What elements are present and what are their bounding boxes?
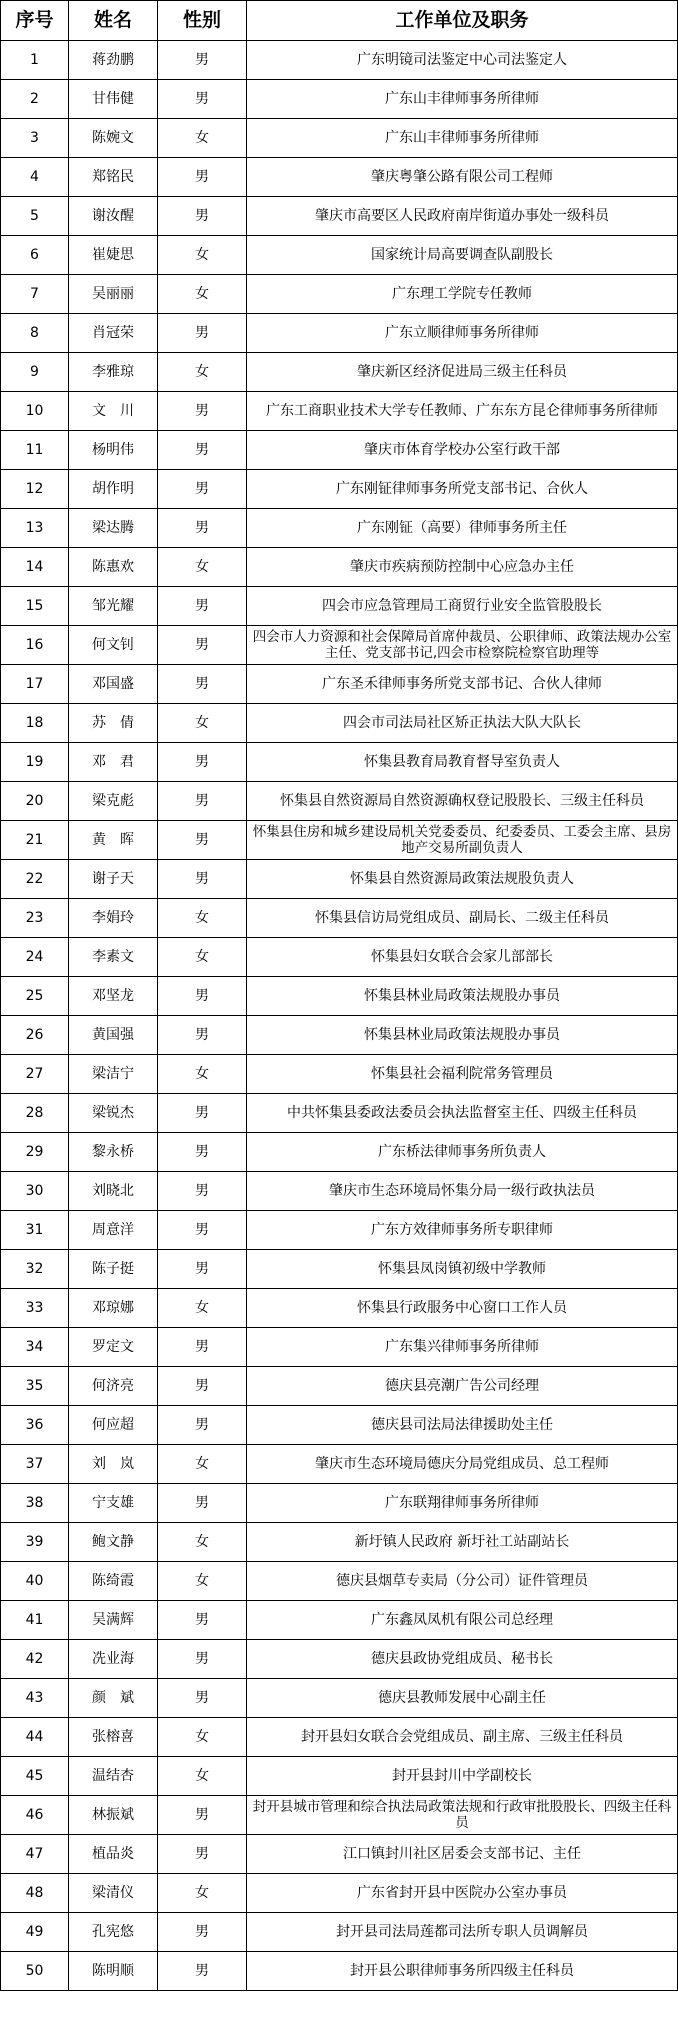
table-row [1, 80, 678, 119]
cell-gender: 男 [158, 197, 247, 236]
cell-index: 24 [1, 938, 69, 977]
cell-name: 刘晓北 [69, 1172, 158, 1211]
table-row [1, 1367, 678, 1406]
cell-name: 李雅琼 [69, 353, 158, 392]
cell-gender: 男 [158, 665, 247, 704]
header-org: 工作单位及职务 [247, 1, 678, 41]
cell-gender: 男 [158, 782, 247, 821]
cell-index: 29 [1, 1133, 69, 1172]
cell-org: 德庆县亮潮广告公司经理 [247, 1367, 678, 1406]
table-row [1, 275, 678, 314]
cell-org: 肇庆市生态环境局德庆分局党组成员、总工程师 [247, 1445, 678, 1484]
cell-name: 邓 君 [69, 743, 158, 782]
cell-index: 36 [1, 1406, 69, 1445]
cell-name: 吴丽丽 [69, 275, 158, 314]
table-row [1, 1679, 678, 1718]
header-index: 序号 [1, 1, 69, 41]
cell-gender: 男 [158, 1328, 247, 1367]
cell-org: 广东集兴律师事务所律师 [247, 1328, 678, 1367]
cell-gender: 男 [158, 626, 247, 665]
cell-org: 广东山丰律师事务所律师 [247, 119, 678, 158]
cell-index: 6 [1, 236, 69, 275]
cell-name: 孔宪悠 [69, 1913, 158, 1952]
cell-index: 16 [1, 626, 69, 665]
cell-gender: 男 [158, 1484, 247, 1523]
cell-gender: 女 [158, 548, 247, 587]
cell-org: 怀集县社会福利院常务管理员 [247, 1055, 678, 1094]
cell-gender: 女 [158, 275, 247, 314]
cell-org: 新圩镇人民政府 新圩社工站副站长 [247, 1523, 678, 1562]
cell-org: 德庆县政协党组成员、秘书长 [247, 1640, 678, 1679]
table-row [1, 626, 678, 665]
cell-name: 黄 晖 [69, 821, 158, 860]
cell-gender: 女 [158, 1445, 247, 1484]
cell-name: 黄国强 [69, 1016, 158, 1055]
cell-gender: 男 [158, 1913, 247, 1952]
cell-gender: 男 [158, 821, 247, 860]
cell-name: 周意洋 [69, 1211, 158, 1250]
cell-gender: 女 [158, 119, 247, 158]
table-row [1, 743, 678, 782]
header-name: 姓名 [69, 1, 158, 41]
cell-name: 李素文 [69, 938, 158, 977]
cell-name: 植品炎 [69, 1835, 158, 1874]
cell-index: 2 [1, 80, 69, 119]
cell-index: 7 [1, 275, 69, 314]
cell-org: 德庆县烟草专卖局（分公司）证件管理员 [247, 1562, 678, 1601]
header-gender: 性别 [158, 1, 247, 41]
cell-gender: 男 [158, 1133, 247, 1172]
cell-gender: 女 [158, 704, 247, 743]
table-row [1, 1718, 678, 1757]
table-row [1, 1952, 678, 1991]
table-row [1, 1640, 678, 1679]
cell-org: 四会市人力资源和社会保障局首席仲裁员、公职律师、政策法规办公室主任、党支部书记,四会市检察院检察官助理等 [247, 626, 678, 665]
table-row [1, 587, 678, 626]
cell-org: 德庆县司法局法律援助处主任 [247, 1406, 678, 1445]
cell-gender: 男 [158, 80, 247, 119]
cell-index: 25 [1, 977, 69, 1016]
cell-org: 广东圣禾律师事务所党支部书记、合伙人律师 [247, 665, 678, 704]
cell-gender: 男 [158, 509, 247, 548]
cell-name: 温结杏 [69, 1757, 158, 1796]
cell-index: 41 [1, 1601, 69, 1640]
cell-index: 23 [1, 899, 69, 938]
table-row [1, 1094, 678, 1133]
table-row [1, 665, 678, 704]
table-row [1, 197, 678, 236]
table-row [1, 1874, 678, 1913]
cell-index: 10 [1, 392, 69, 431]
table-row [1, 938, 678, 977]
cell-name: 陈惠欢 [69, 548, 158, 587]
cell-org: 广东方效律师事务所专职律师 [247, 1211, 678, 1250]
cell-org: 广东联翔律师事务所律师 [247, 1484, 678, 1523]
table-row [1, 1445, 678, 1484]
cell-org: 广东工商职业技术大学专任教师、广东东方昆仑律师事务所律师 [247, 392, 678, 431]
table-row [1, 119, 678, 158]
table-row [1, 1484, 678, 1523]
cell-gender: 男 [158, 1250, 247, 1289]
cell-name: 颜 斌 [69, 1679, 158, 1718]
cell-org: 封开县妇女联合会党组成员、副主席、三级主任科员 [247, 1718, 678, 1757]
cell-gender: 男 [158, 1601, 247, 1640]
cell-index: 49 [1, 1913, 69, 1952]
cell-index: 47 [1, 1835, 69, 1874]
table-row [1, 470, 678, 509]
cell-index: 44 [1, 1718, 69, 1757]
table-row [1, 899, 678, 938]
cell-index: 50 [1, 1952, 69, 1991]
table-row [1, 1250, 678, 1289]
cell-gender: 女 [158, 1055, 247, 1094]
cell-gender: 男 [158, 158, 247, 197]
table-row [1, 977, 678, 1016]
cell-name: 黎永桥 [69, 1133, 158, 1172]
cell-org: 广东立顺律师事务所律师 [247, 314, 678, 353]
cell-name: 谢子天 [69, 860, 158, 899]
cell-gender: 男 [158, 1406, 247, 1445]
cell-index: 1 [1, 41, 69, 80]
cell-index: 45 [1, 1757, 69, 1796]
cell-org: 肇庆市生态环境局怀集分局一级行政执法员 [247, 1172, 678, 1211]
cell-gender: 男 [158, 392, 247, 431]
cell-index: 15 [1, 587, 69, 626]
cell-gender: 女 [158, 353, 247, 392]
cell-org: 肇庆市体育学校办公室行政干部 [247, 431, 678, 470]
cell-org: 怀集县信访局党组成员、副局长、二级主任科员 [247, 899, 678, 938]
cell-gender: 男 [158, 743, 247, 782]
cell-gender: 女 [158, 1874, 247, 1913]
cell-name: 文 川 [69, 392, 158, 431]
cell-org: 广东明镜司法鉴定中心司法鉴定人 [247, 41, 678, 80]
cell-org: 四会市司法局社区矫正执法大队大队长 [247, 704, 678, 743]
cell-gender: 女 [158, 236, 247, 275]
table-body [1, 41, 678, 1991]
table-row [1, 860, 678, 899]
cell-name: 林振斌 [69, 1796, 158, 1835]
cell-gender: 男 [158, 1952, 247, 1991]
cell-org: 怀集县林业局政策法规股办事员 [247, 977, 678, 1016]
table-row [1, 1328, 678, 1367]
cell-org: 怀集县行政服务中心窗口工作人员 [247, 1289, 678, 1328]
cell-gender: 男 [158, 431, 247, 470]
cell-name: 陈绮霞 [69, 1562, 158, 1601]
cell-org: 中共怀集县委政法委员会执法监督室主任、四级主任科员 [247, 1094, 678, 1133]
cell-index: 19 [1, 743, 69, 782]
table-row [1, 782, 678, 821]
cell-name: 梁洁宁 [69, 1055, 158, 1094]
table-row [1, 1406, 678, 1445]
table-row [1, 431, 678, 470]
cell-name: 何济亮 [69, 1367, 158, 1406]
cell-index: 18 [1, 704, 69, 743]
cell-name: 杨明伟 [69, 431, 158, 470]
cell-gender: 女 [158, 1757, 247, 1796]
cell-name: 邓国盛 [69, 665, 158, 704]
cell-gender: 男 [158, 587, 247, 626]
table-row [1, 1289, 678, 1328]
cell-index: 30 [1, 1172, 69, 1211]
cell-org: 怀集县自然资源局政策法规股负责人 [247, 860, 678, 899]
cell-index: 40 [1, 1562, 69, 1601]
cell-name: 陈子挺 [69, 1250, 158, 1289]
cell-name: 郑铭民 [69, 158, 158, 197]
header-row [1, 1, 678, 41]
table-row [1, 821, 678, 860]
cell-index: 11 [1, 431, 69, 470]
table-row [1, 1523, 678, 1562]
table-row [1, 1757, 678, 1796]
cell-gender: 男 [158, 977, 247, 1016]
cell-index: 12 [1, 470, 69, 509]
cell-org: 广东山丰律师事务所律师 [247, 80, 678, 119]
cell-org: 广东鑫凤凤机有限公司总经理 [247, 1601, 678, 1640]
cell-index: 43 [1, 1679, 69, 1718]
cell-org: 肇庆粤肇公路有限公司工程师 [247, 158, 678, 197]
cell-org: 广东省封开县中医院办公室办事员 [247, 1874, 678, 1913]
cell-name: 何应超 [69, 1406, 158, 1445]
cell-index: 22 [1, 860, 69, 899]
cell-gender: 女 [158, 1523, 247, 1562]
cell-index: 8 [1, 314, 69, 353]
table-row [1, 1562, 678, 1601]
cell-gender: 女 [158, 938, 247, 977]
table-row [1, 314, 678, 353]
cell-name: 张榕喜 [69, 1718, 158, 1757]
cell-name: 甘伟健 [69, 80, 158, 119]
cell-name: 梁清仪 [69, 1874, 158, 1913]
cell-index: 34 [1, 1328, 69, 1367]
cell-name: 宁支雄 [69, 1484, 158, 1523]
cell-name: 苏 倩 [69, 704, 158, 743]
table-row [1, 548, 678, 587]
cell-org: 广东理工学院专任教师 [247, 275, 678, 314]
cell-gender: 男 [158, 1211, 247, 1250]
cell-org: 江口镇封川社区居委会支部书记、主任 [247, 1835, 678, 1874]
cell-index: 3 [1, 119, 69, 158]
cell-name: 崔婕思 [69, 236, 158, 275]
cell-gender: 男 [158, 1835, 247, 1874]
cell-index: 46 [1, 1796, 69, 1835]
table-row [1, 353, 678, 392]
cell-index: 28 [1, 1094, 69, 1133]
table-row [1, 1835, 678, 1874]
cell-index: 42 [1, 1640, 69, 1679]
cell-gender: 男 [158, 1679, 247, 1718]
cell-index: 26 [1, 1016, 69, 1055]
cell-gender: 男 [158, 860, 247, 899]
cell-name: 何文钊 [69, 626, 158, 665]
cell-org: 广东刚钲律师事务所党支部书记、合伙人 [247, 470, 678, 509]
cell-org: 四会市应急管理局工商贸行业安全监管股股长 [247, 587, 678, 626]
table-row [1, 1133, 678, 1172]
cell-index: 38 [1, 1484, 69, 1523]
table-row [1, 1913, 678, 1952]
cell-org: 德庆县教师发展中心副主任 [247, 1679, 678, 1718]
table-row [1, 392, 678, 431]
cell-gender: 男 [158, 1172, 247, 1211]
cell-name: 肖冠荣 [69, 314, 158, 353]
cell-name: 胡作明 [69, 470, 158, 509]
cell-gender: 女 [158, 1718, 247, 1757]
table-row [1, 41, 678, 80]
cell-org: 国家统计局高要调查队副股长 [247, 236, 678, 275]
cell-org: 肇庆新区经济促进局三级主任科员 [247, 353, 678, 392]
cell-org: 怀集县教育局教育督导室负责人 [247, 743, 678, 782]
cell-index: 9 [1, 353, 69, 392]
cell-org: 广东刚钲（高要）律师事务所主任 [247, 509, 678, 548]
cell-org: 怀集县住房和城乡建设局机关党委委员、纪委委员、工委会主席、县房地产交易所副负责人 [247, 821, 678, 860]
cell-gender: 女 [158, 1289, 247, 1328]
cell-gender: 男 [158, 1796, 247, 1835]
cell-index: 27 [1, 1055, 69, 1094]
cell-index: 35 [1, 1367, 69, 1406]
cell-name: 罗定文 [69, 1328, 158, 1367]
cell-index: 37 [1, 1445, 69, 1484]
cell-org: 封开县司法局莲都司法所专职人员调解员 [247, 1913, 678, 1952]
cell-gender: 男 [158, 470, 247, 509]
table-row [1, 1016, 678, 1055]
table-row [1, 158, 678, 197]
table-row [1, 704, 678, 743]
cell-index: 17 [1, 665, 69, 704]
cell-name: 刘 岚 [69, 1445, 158, 1484]
cell-index: 33 [1, 1289, 69, 1328]
table-row [1, 1172, 678, 1211]
cell-gender: 男 [158, 314, 247, 353]
cell-gender: 男 [158, 1367, 247, 1406]
cell-name: 谢汝醒 [69, 197, 158, 236]
cell-index: 31 [1, 1211, 69, 1250]
table-row [1, 1796, 678, 1835]
cell-org: 封开县城市管理和综合执法局政策法规和行政审批股股长、四级主任科员 [247, 1796, 678, 1835]
table-row [1, 236, 678, 275]
cell-gender: 男 [158, 1016, 247, 1055]
table-row [1, 1055, 678, 1094]
cell-name: 梁克彪 [69, 782, 158, 821]
cell-index: 21 [1, 821, 69, 860]
cell-org: 怀集县自然资源局自然资源确权登记股股长、三级主任科员 [247, 782, 678, 821]
cell-org: 广东桥法律师事务所负责人 [247, 1133, 678, 1172]
cell-name: 冼业海 [69, 1640, 158, 1679]
cell-org: 怀集县凤岗镇初级中学教师 [247, 1250, 678, 1289]
cell-org: 肇庆市高要区人民政府南岸街道办事处一级科员 [247, 197, 678, 236]
cell-name: 梁锐杰 [69, 1094, 158, 1133]
cell-name: 蒋劲鹏 [69, 41, 158, 80]
cell-index: 48 [1, 1874, 69, 1913]
cell-index: 5 [1, 197, 69, 236]
cell-gender: 女 [158, 899, 247, 938]
cell-org: 封开县公职律师事务所四级主任科员 [247, 1952, 678, 1991]
cell-name: 李娟玲 [69, 899, 158, 938]
cell-name: 梁达腾 [69, 509, 158, 548]
table-row [1, 1601, 678, 1640]
cell-name: 邓琼娜 [69, 1289, 158, 1328]
cell-index: 13 [1, 509, 69, 548]
cell-index: 4 [1, 158, 69, 197]
cell-name: 鲍文静 [69, 1523, 158, 1562]
cell-org: 怀集县林业局政策法规股办事员 [247, 1016, 678, 1055]
cell-name: 陈婉文 [69, 119, 158, 158]
cell-gender: 男 [158, 1094, 247, 1133]
table-row [1, 509, 678, 548]
cell-org: 怀集县妇女联合会家儿部部长 [247, 938, 678, 977]
cell-gender: 女 [158, 1562, 247, 1601]
cell-gender: 男 [158, 41, 247, 80]
cell-index: 39 [1, 1523, 69, 1562]
cell-gender: 男 [158, 1640, 247, 1679]
cell-org: 封开县封川中学副校长 [247, 1757, 678, 1796]
table-row [1, 1211, 678, 1250]
cell-name: 邹光耀 [69, 587, 158, 626]
cell-index: 20 [1, 782, 69, 821]
cell-name: 吴满辉 [69, 1601, 158, 1640]
cell-name: 陈明顺 [69, 1952, 158, 1991]
cell-index: 14 [1, 548, 69, 587]
cell-index: 32 [1, 1250, 69, 1289]
cell-name: 邓坚龙 [69, 977, 158, 1016]
cell-org: 肇庆市疾病预防控制中心应急办主任 [247, 548, 678, 587]
